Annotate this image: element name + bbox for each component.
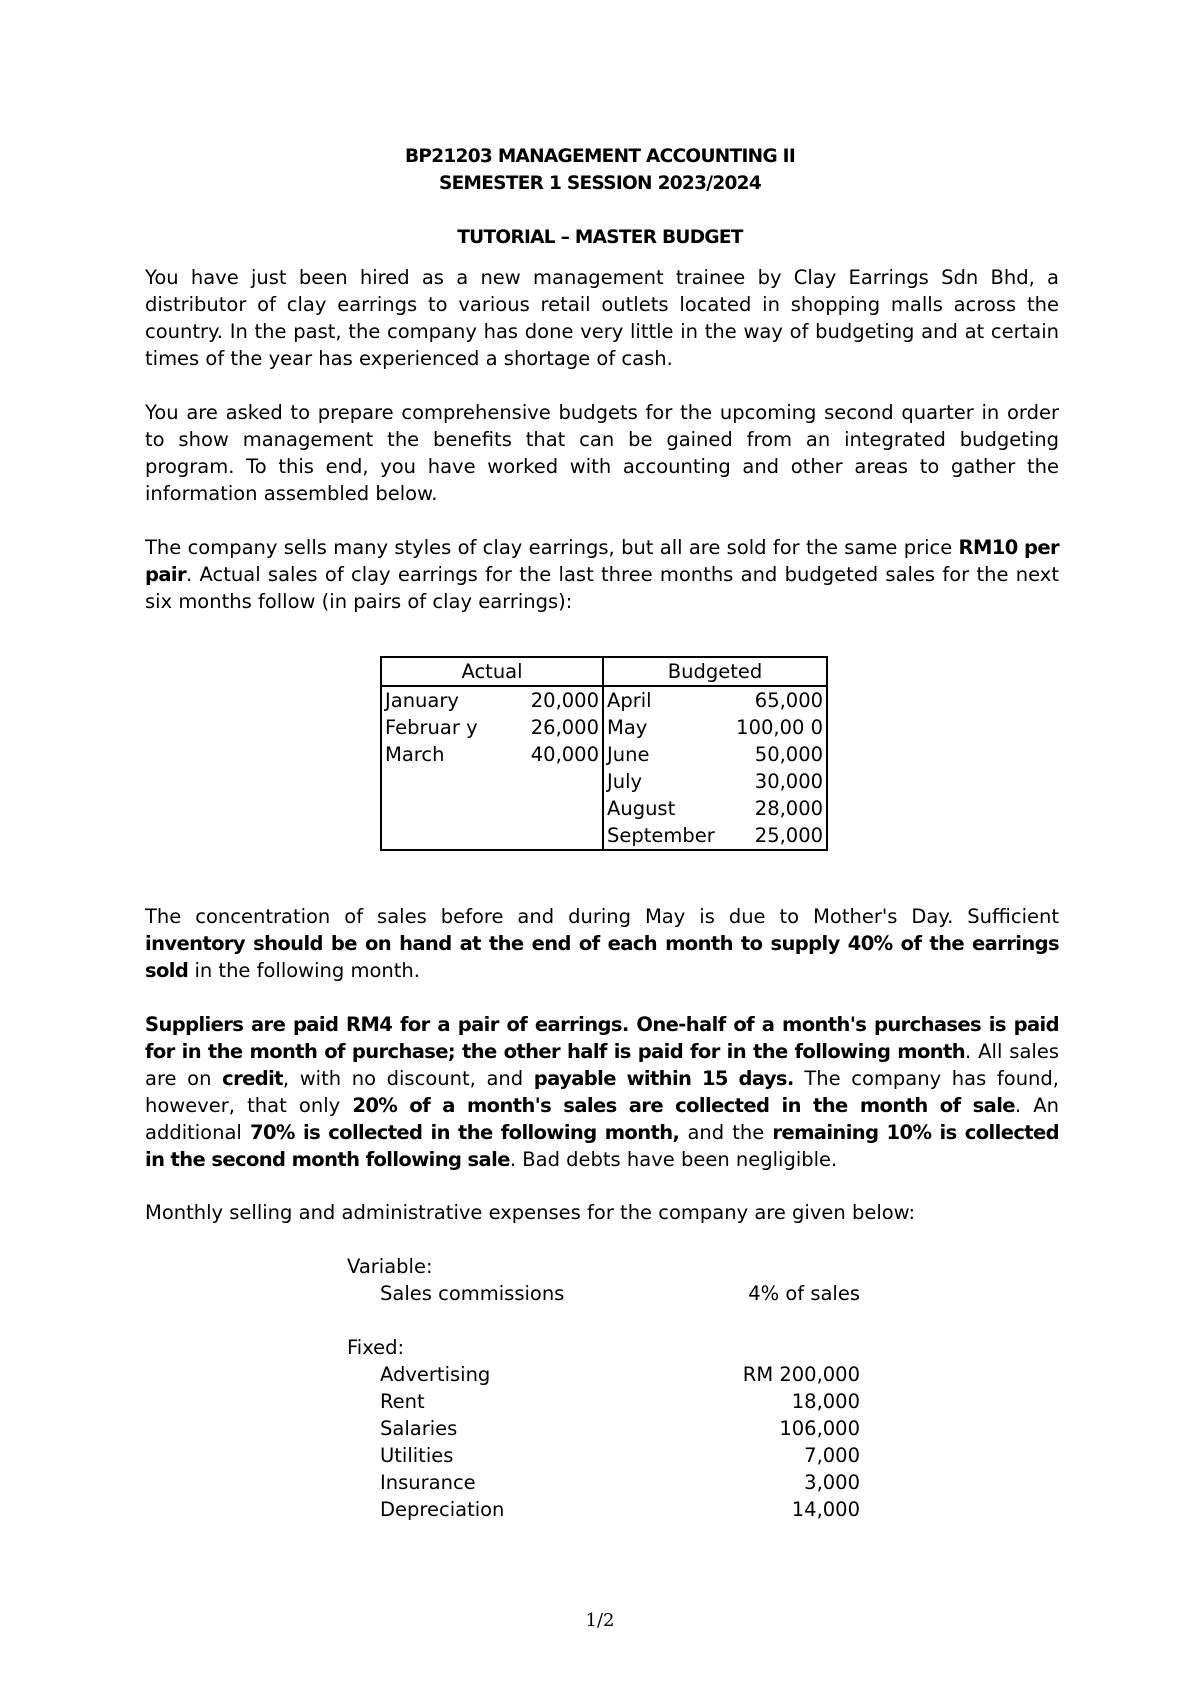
actual-value: 20,000 bbox=[530, 689, 599, 712]
actual-value: 26,000 bbox=[530, 716, 599, 739]
intro-paragraph: You have just been hired as a new management trainee by Clay Earrings Sdn Bhd, a distributor of clay earrings to various retail outlets located in shopping malls across the country. In the past, the company has done very little in the way of budgeting and at certain times of the year has experienced a shortage of cash. bbox=[145, 266, 1059, 370]
actual-month: January bbox=[385, 689, 459, 712]
actual-header: Actual bbox=[381, 657, 603, 686]
expense-label: Rent bbox=[380, 1390, 425, 1413]
payment-terms-paragraph: Suppliers are paid RM4 for a pair of earrings. One-half of a month's purchases is paid for in the month of purchase; the other half is paid for in the following month. All sales are on credit, with no discount, and payable within 15 days. The company has found, however, that only 20% of a month's sales are collected in the month of sale. An additional 70% is collected in the following month, and the remaining 10% is collected in the second month following sale. Bad debts have been negligible. bbox=[145, 1013, 1059, 1171]
budgeted-month: June bbox=[603, 741, 727, 768]
expense-label: Insurance bbox=[380, 1471, 476, 1494]
expense-value: RM 200,000 bbox=[742, 1363, 860, 1386]
expense-value: 18,000 bbox=[791, 1390, 860, 1413]
budgeted-value: 25,000 bbox=[754, 824, 824, 847]
inventory-paragraph: The concentration of sales before and during May is due to Mother's Day. Sufficient inventory should be on hand at the end of each month to supply 40% of the earrings sold in the following month. bbox=[145, 905, 1059, 982]
budgeted-value: 65,000 bbox=[754, 689, 824, 712]
budgeted-month: September bbox=[603, 822, 727, 850]
budgeted-header: Budgeted bbox=[603, 657, 827, 686]
expense-label: Advertising bbox=[380, 1363, 491, 1386]
table-row bbox=[381, 822, 827, 850]
table-row bbox=[381, 768, 827, 795]
budgeted-value: 30,000 bbox=[754, 770, 824, 793]
expense-row bbox=[380, 1361, 860, 1388]
table-row bbox=[381, 714, 827, 741]
expense-row bbox=[380, 1442, 860, 1469]
sales-table-header bbox=[381, 657, 827, 686]
budgeted-month: April bbox=[603, 686, 727, 714]
expense-row bbox=[380, 1388, 860, 1415]
expense-value: 7,000 bbox=[804, 1444, 860, 1467]
expense-label: Utilities bbox=[380, 1444, 454, 1467]
variable-label: Variable: bbox=[347, 1255, 433, 1278]
expenses-intro: Monthly selling and administrative expenses for the company are given below: bbox=[145, 1201, 916, 1224]
table-row bbox=[381, 686, 827, 714]
sales-table bbox=[380, 656, 828, 851]
budgeted-month: August bbox=[603, 795, 727, 822]
table-row bbox=[381, 795, 827, 822]
budgeted-value: 50,000 bbox=[754, 743, 824, 766]
actual-value: 40,000 bbox=[530, 743, 599, 766]
expense-label: Depreciation bbox=[380, 1498, 505, 1521]
table-row bbox=[381, 741, 827, 768]
expense-value: 106,000 bbox=[779, 1417, 860, 1440]
pricing-paragraph: The company sells many styles of clay earrings, but all are sold for the same price RM10 per pair. Actual sales of clay earrings for the last three months and budgeted sales for the next six months follow (in pairs of clay earrings): bbox=[145, 536, 1059, 613]
task-paragraph: You are asked to prepare comprehensive budgets for the upcoming second quarter in order to show management the benefits that can be gained from an integrated budgeting program. To this end, you have worked with accounting and other areas to gather the information assembled below. bbox=[145, 401, 1059, 505]
expense-value: 4% of sales bbox=[748, 1282, 860, 1305]
budgeted-month: July bbox=[603, 768, 727, 795]
course-title: BP21203 MANAGEMENT ACCOUNTING II bbox=[404, 146, 796, 167]
actual-month: March bbox=[385, 743, 445, 766]
budgeted-value: 100,00 0 bbox=[736, 716, 824, 739]
expense-row bbox=[380, 1280, 860, 1307]
expense-value: 3,000 bbox=[804, 1471, 860, 1494]
budgeted-value: 28,000 bbox=[754, 797, 824, 820]
tutorial-title: TUTORIAL – MASTER BUDGET bbox=[457, 227, 743, 248]
semester-title: SEMESTER 1 SESSION 2023/2024 bbox=[438, 173, 762, 194]
page-number: 1/2 bbox=[585, 1610, 615, 1631]
expense-row bbox=[380, 1469, 860, 1496]
expense-value: 14,000 bbox=[791, 1498, 860, 1521]
actual-month: Februar y bbox=[385, 716, 478, 739]
expense-label: Sales commissions bbox=[380, 1282, 565, 1305]
expense-label: Salaries bbox=[380, 1417, 458, 1440]
budgeted-month: May bbox=[603, 714, 727, 741]
expense-row bbox=[380, 1415, 860, 1442]
expense-row bbox=[380, 1496, 860, 1523]
fixed-label: Fixed: bbox=[347, 1336, 405, 1359]
